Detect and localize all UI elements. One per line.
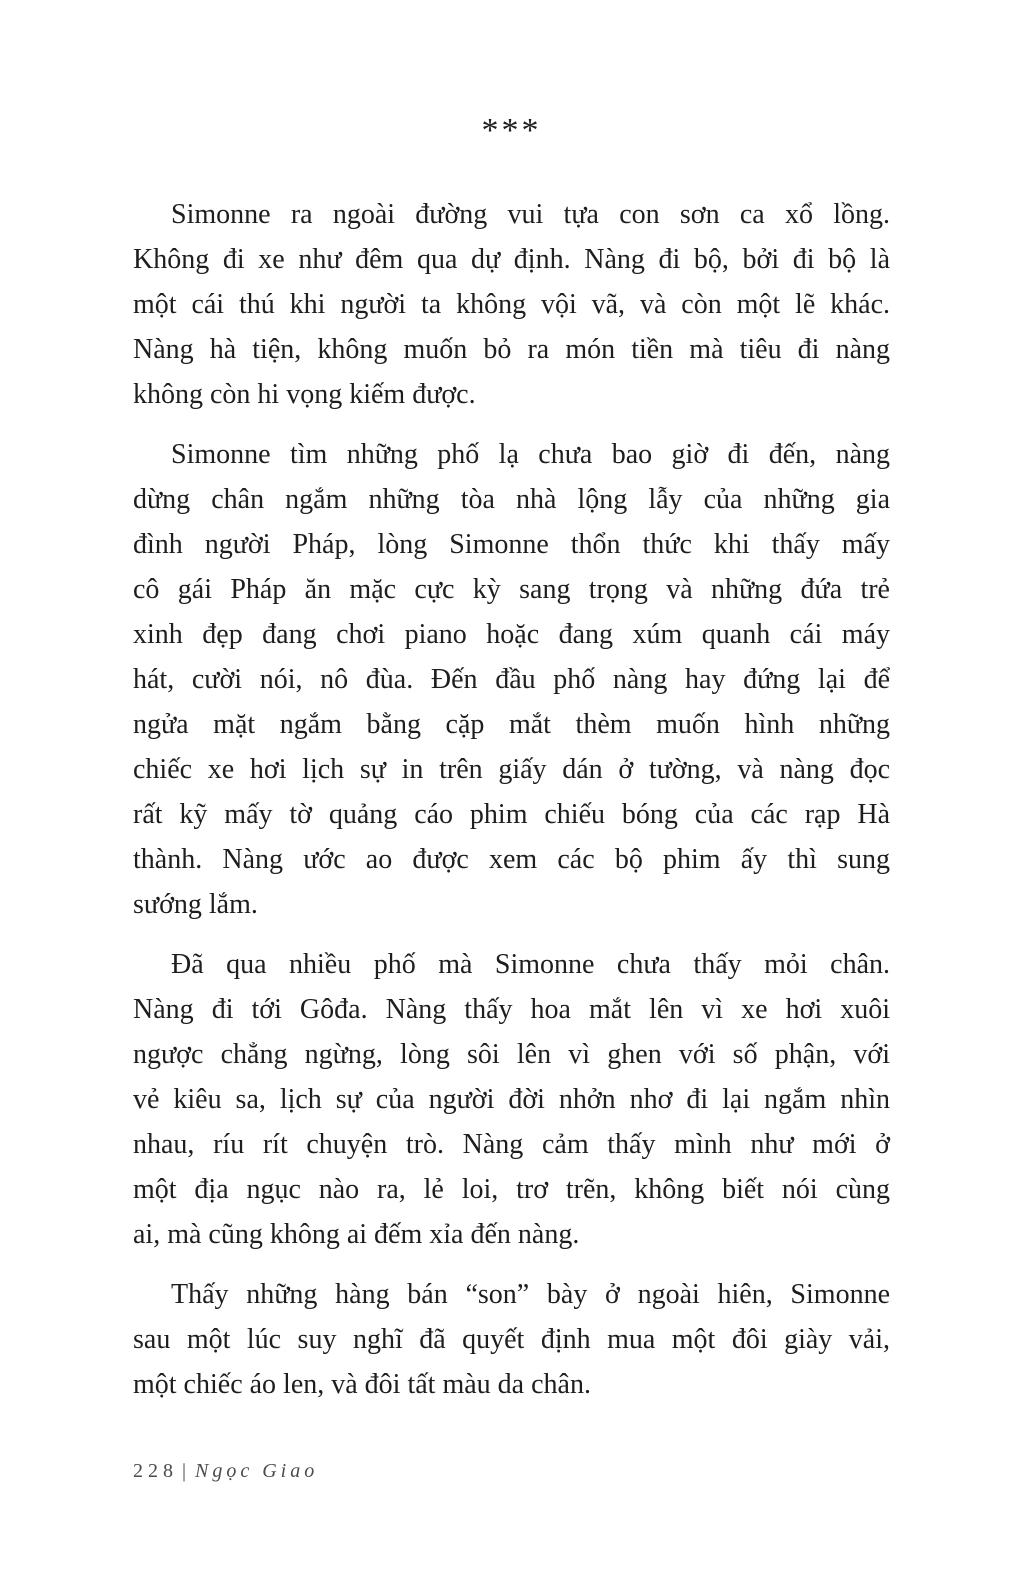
page-body <box>133 192 890 1422</box>
text-line: ngược chẳng ngừng, lòng sôi lên vì ghen với số phận, với <box>133 1039 890 1070</box>
text-line: Simonne ra ngoài đường vui tựa con sơn ca xổ lồng. <box>171 199 890 230</box>
text-line: Nàng đi tới Gôđa. Nàng thấy hoa mắt lên vì xe hơi xuôi <box>133 994 890 1025</box>
text-line: xinh đẹp đang chơi piano hoặc đang xúm quanh cái máy <box>133 619 890 650</box>
text-line: rất kỹ mấy tờ quảng cáo phim chiếu bóng của các rạp Hà <box>133 799 890 830</box>
text-line: Simonne tìm những phố lạ chưa bao giờ đi đến, nàng <box>171 439 890 470</box>
text-line: một địa ngục nào ra, lẻ loi, trơ trẽn, không biết nói cùng <box>133 1174 890 1205</box>
paragraph <box>133 942 890 1257</box>
text-line: hát, cười nói, nô đùa. Đến đầu phố nàng hay đứng lại để <box>133 664 890 695</box>
text-line: Nàng hà tiện, không muốn bỏ ra món tiền mà tiêu đi nàng <box>133 334 890 365</box>
text-line: Đã qua nhiều phố mà Simonne chưa thấy mỏi chân. <box>171 949 890 980</box>
text-line: ai, mà cũng không ai đếm xỉa đến nàng. <box>133 1219 580 1250</box>
paragraph <box>133 192 890 417</box>
text-line: một cái thú khi người ta không vội vã, và còn một lẽ khác. <box>133 289 890 320</box>
text-line: cô gái Pháp ăn mặc cực kỳ sang trọng và những đứa trẻ <box>133 574 890 605</box>
footer-separator: | <box>182 1460 187 1482</box>
text-line: Không đi xe như đêm qua dự định. Nàng đi bộ, bởi đi bộ là <box>133 244 890 275</box>
text-line: sau một lúc suy nghĩ đã quyết định mua một đôi giày vải, <box>133 1324 890 1355</box>
text-line: chiếc xe hơi lịch sự in trên giấy dán ở tường, và nàng đọc <box>133 754 890 785</box>
paragraph <box>133 1272 890 1407</box>
page-number: 228 <box>133 1460 178 1482</box>
text-line: ngửa mặt ngắm bằng cặp mắt thèm muốn hình những <box>133 709 890 740</box>
text-line: một chiếc áo len, và đôi tất màu da chân. <box>133 1369 591 1400</box>
text-line: không còn hi vọng kiếm được. <box>133 379 476 410</box>
text-line: dừng chân ngắm những tòa nhà lộng lẫy của những gia <box>133 484 890 515</box>
page-footer <box>133 1460 318 1483</box>
text-line: sướng lắm. <box>133 889 258 920</box>
text-line: nhau, ríu rít chuyện trò. Nàng cảm thấy mình như mới ở <box>133 1129 890 1160</box>
paragraph <box>133 432 890 927</box>
author-name: Ngọc Giao <box>195 1460 319 1482</box>
text-line: đình người Pháp, lòng Simonne thổn thức khi thấy mấy <box>133 529 890 560</box>
text-line: Thấy những hàng bán “son” bày ở ngoài hiên, Simonne <box>171 1279 890 1310</box>
text-line: vẻ kiêu sa, lịch sự của người đời nhởn nhơ đi lại ngắm nhìn <box>133 1084 890 1115</box>
section-divider: *** <box>481 112 542 149</box>
text-line: thành. Nàng ước ao được xem các bộ phim ấy thì sung <box>133 844 890 875</box>
